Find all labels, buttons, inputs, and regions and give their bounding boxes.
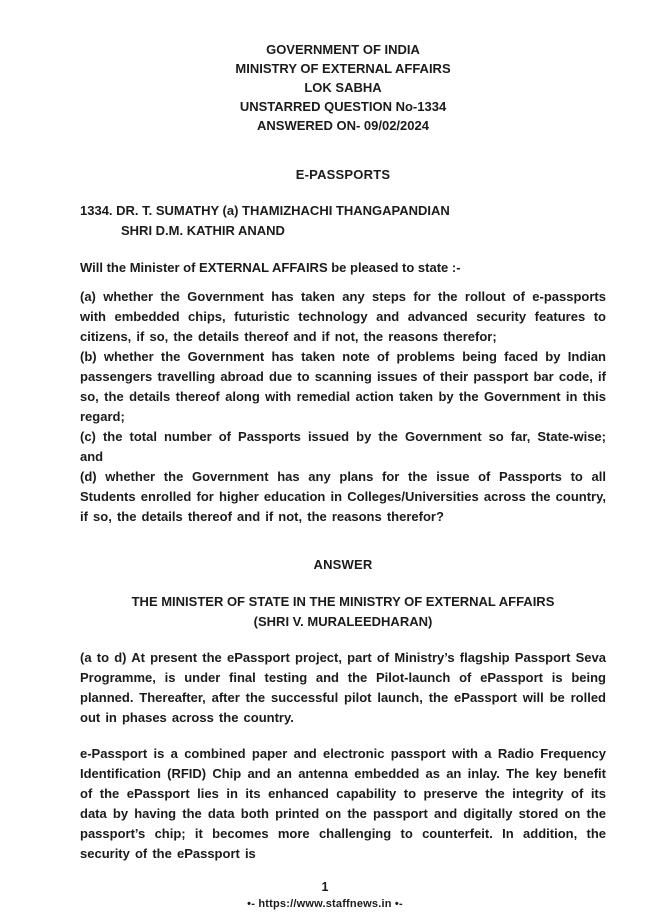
answer-paragraph-1: (a to d) At present the ePassport project, part of Ministry’s flagship Passport Seva Programme, is under final testing and the Pilot-launch of ePassport is being planned. Thereafter, after the successful pilot launch, the ePassport will be rolled out in phases across the country.: [80, 650, 606, 725]
header-line-question-number: UNSTARRED QUESTION No-1334: [239, 99, 447, 114]
question-member-line-2: SHRI D.M. KATHIR ANAND: [121, 223, 285, 238]
subject-title: E-PASSPORTS: [295, 167, 391, 182]
page-number: 1: [321, 880, 329, 894]
header-line-government: GOVERNMENT OF INDIA: [266, 42, 420, 57]
question-intro: Will the Minister of EXTERNAL AFFAIRS be pleased to state :-: [80, 260, 461, 275]
header-line-answered-date: ANSWERED ON- 09/02/2024: [257, 118, 429, 133]
question-item-b: (b) whether the Government has taken note of problems being faced by Indian passengers travelling abroad due to scanning issues of their passport bar code, if so, the details thereof along with remedial action taken by the Government in this regard;: [80, 349, 606, 424]
question-item-a: (a) whether the Government has taken any steps for the rollout of e-passports with embedded chips, futuristic technology and advanced security features to citizens, if so, the details thereof and if not, the reasons therefor;: [80, 289, 606, 344]
page-footer: [0, 879, 650, 912]
header-line-ministry: MINISTRY OF EXTERNAL AFFAIRS: [235, 61, 451, 76]
document-header: [80, 40, 606, 135]
header-line-house: LOK SABHA: [304, 80, 382, 95]
question-members: [80, 201, 606, 241]
question-item-d: (d) whether the Government has any plans for the issue of Passports to all Students enrolled for higher education in Colleges/Universities across the country, if so, the details thereof and if not, the reasons therefor?: [80, 469, 606, 524]
minister-title-line: THE MINISTER OF STATE IN THE MINISTRY OF EXTERNAL AFFAIRS: [131, 594, 555, 609]
question-item-c: (c) the total number of Passports issued by the Government so far, State-wise; and: [80, 429, 606, 464]
source-link: •- https://www.staffnews.in •-: [247, 898, 403, 910]
answer-paragraph-2: e-Passport is a combined paper and electronic passport with a Radio Frequency Identification (RFID) Chip and an antenna embedded as an inlay. The key benefit of the ePassport lies in its enhanced capability to preserve the integrity of its data by having the data both printed on the passport and digitally stored on the passport’s chip; it becomes more challenging to counterfeit. In addition, the security of the ePassport is: [80, 746, 606, 861]
answer-heading: ANSWER: [313, 557, 373, 572]
question-items: [80, 287, 606, 527]
minister-title-block: [80, 592, 606, 632]
question-member-line-1: 1334. DR. T. SUMATHY (a) THAMIZHACHI THANGAPANDIAN: [80, 203, 450, 218]
minister-name-line: (SHRI V. MURALEEDHARAN): [253, 614, 433, 629]
